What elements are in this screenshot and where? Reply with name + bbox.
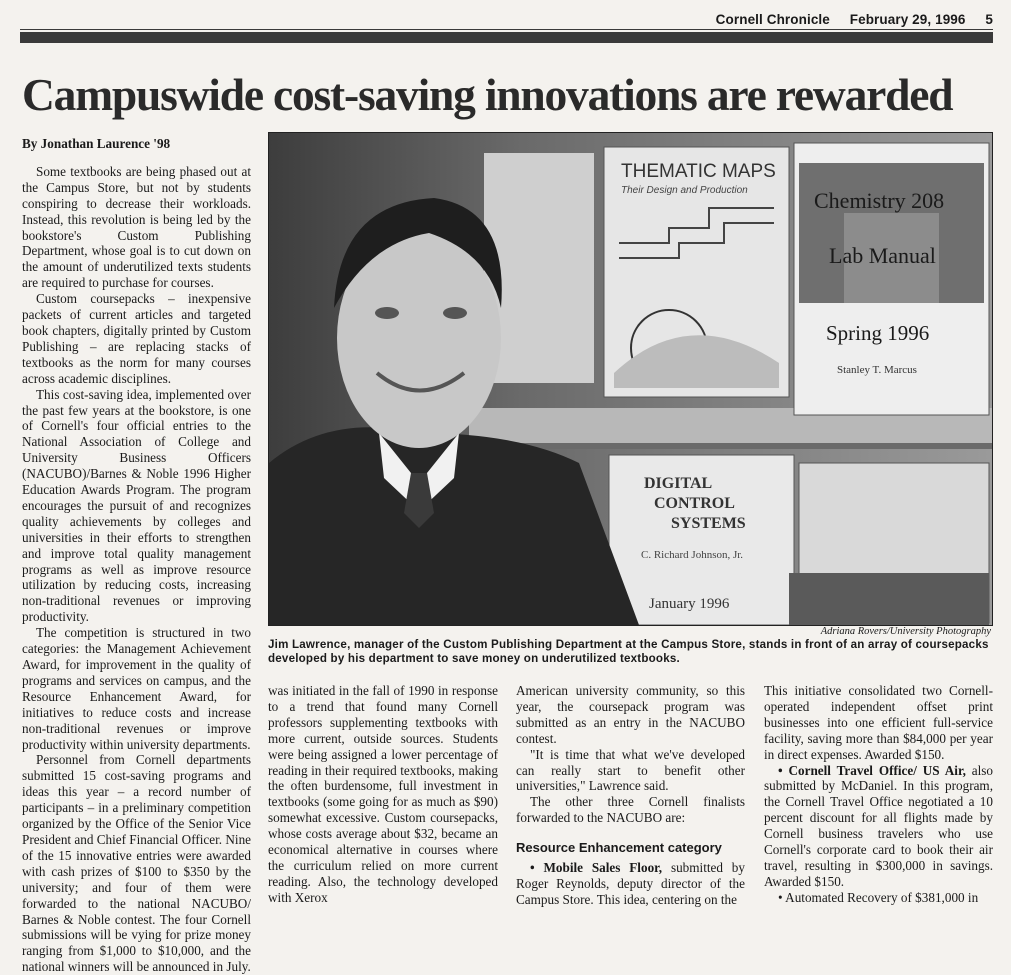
svg-text:THEMATIC MAPS: THEMATIC MAPS [621,161,776,182]
byline: By Jonathan Laurence '98 [22,136,171,151]
bullet-text: also submitted by McDaniel. In this program, the Cornell Travel Office negotiated a 10 percent discount for all flights made by Cornell business travelers who use Cornell's corporate card to book their air travel, resulting in $300,000 in savings. Awarded $150. [764,762,994,889]
svg-text:Chemistry 208: Chemistry 208 [814,188,945,213]
paragraph: The other three Cornell finalists forwarded to the NACUBO are: [516,794,745,826]
paragraph: This initiative consolidated two Cornell-operated independent offset print businesses into one efficient full-service facility, saving more than $84,000 per year in direct expenses. Awarded $150. [764,683,993,762]
book-digital-control-systems [609,455,794,625]
bullet-text: submitted by Roger Reynolds, deputy director of the Campus Store. This idea, centering on the [516,860,745,907]
article-photo [268,132,993,626]
photo-credit: Adriana Rovers/University Photography [820,626,991,637]
svg-text:SYSTEMS: SYSTEMS [671,515,746,532]
photo-illustration [269,133,992,625]
svg-text:Stanley T. Marcus: Stanley T. Marcus [837,364,917,376]
paragraph: This cost-saving idea, implemented over the past few years at the bookstore, is one of Cornell's four official entries to the National Association of College and University Business Officers (NACUBO)/Barnes & Noble 1996 Higher Education Awards Program. The program encourages the pursuit of and recognizes quality achievements by colleges and universities in their efforts to strengthen and improve total quality management programs as well as improve resource utilization by reducing costs, increasing non-traditional revenues or improving productivity. [22,386,251,625]
paragraph: Personnel from Cornell departments submitted 15 cost-saving programs and ideas this year – a record number of participants – in a preliminary competition organized by the Office of the Senior Vice President and Chief Financial Officer. Nine of the 15 innovative entries were awarded with cash prizes of $100 to $350 by the university; and four of them were forwarded to the national NACUBO/ Barnes & Noble contest. The four Cornell submissions will be vying for prize money ranging from $1,000 to $10,000, and the national winners will be announced in July. [22,752,252,975]
paragraph: Some textbooks are being phased out at the Campus Store, but not by students conspiring to decrease their workloads. Instead, this revolution is being led by the bookstore's Custom Publishing Department, whose goal is to cut down on the amount of underutilized texts students are required to purchase for courses. [22,163,251,291]
header-rule-bar [20,32,993,43]
column-2 [268,683,498,906]
column-3 [516,683,745,908]
paragraph: "It is time that what we've developed can really start to benefit other universities," Lawrence said. [516,746,745,794]
svg-text:CONTROL: CONTROL [654,495,735,512]
bullet-title: • Cornell Travel Office/ US Air, [778,762,966,778]
photo-caption: Jim Lawrence, manager of the Custom Publishing Department at the Campus Store, stands in front of an array of coursepacks developed by his department to save money on underutilized textbooks. [268,638,989,665]
issue-date: February 29, 1996 [849,12,966,27]
paragraph: was initiated in the fall of 1990 in response to a trend that found many Cornell professors supplementing textbooks with more current, outside sources. Students were being assigned a lower percentage of reading in their required textbooks, making the often burdensome, full investment in textbooks (some going for as much as $90) somewhat excessive. Custom coursepacks, whose costs average about $32, became an economical alternative in courses where the curriculum relied on more current reading. Also, the technology developed with Xerox [268,683,498,905]
paragraph: • Automated Recovery of $381,000 in [778,889,979,905]
paragraph: The competition is structured in two categories: the Management Achievement Award, for improvement in the quality of programs and services on campus, and the Resource Enhancement Award, for initiatives to reduce costs and increase non-traditional revenues or improve productivity within university departments. [22,625,251,752]
masthead [700,12,993,27]
article-headline: Campuswide cost-saving innovations are rewarded [22,69,953,120]
book-chemistry-lab-manual [794,143,989,415]
column-1 [22,136,251,975]
svg-text:Their Design and Production: Their Design and Production [621,185,748,196]
svg-text:Spring 1996: Spring 1996 [826,321,930,345]
section-subhead: Resource Enhancement category [516,840,722,856]
page-number: 5 [985,12,993,27]
paragraph: Custom coursepacks – inexpensive packets of current articles and targeted book chapters, digitally printed by Custom Publishing – are replacing stacks of textbooks as the norm for many courses across academic disciplines. [22,291,251,386]
bullet-title: • Mobile Sales Floor, [530,860,663,876]
svg-text:DIGITAL: DIGITAL [644,475,713,492]
column-4 [764,683,993,906]
svg-text:C. Richard Johnson, Jr.: C. Richard Johnson, Jr. [641,549,744,561]
paragraph: American university community, so this year, the coursepack program was submitted as an entry in the NACUBO contest. [516,683,745,746]
publication-name: Cornell Chronicle [715,12,830,27]
header-rule-thin [20,29,993,30]
svg-text:January 1996: January 1996 [649,596,730,612]
book-thematic-maps [604,147,789,397]
svg-text:Lab Manual: Lab Manual [829,243,936,268]
